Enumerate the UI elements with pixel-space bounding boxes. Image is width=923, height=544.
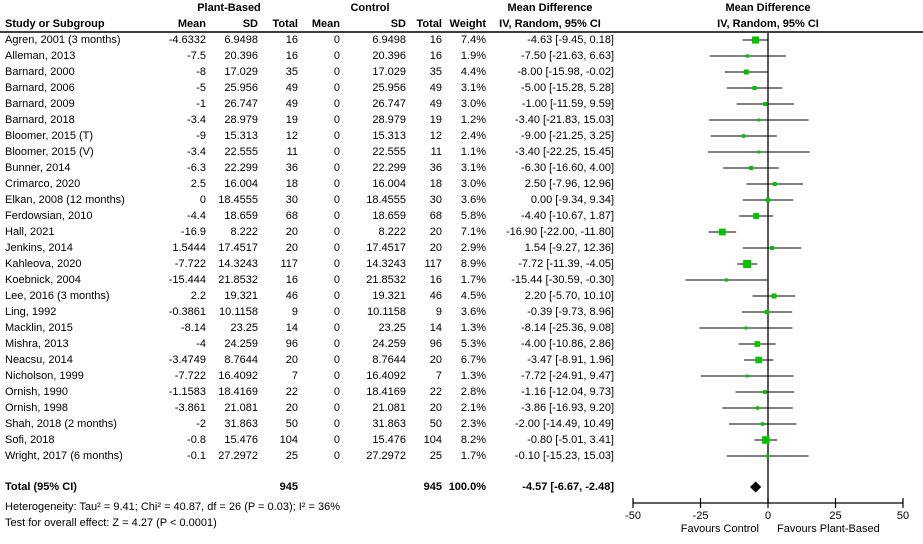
c-sd-cell: 18.659	[372, 210, 406, 222]
c-mean-cell: 0	[333, 242, 340, 254]
pb-mean-cell: -4.4	[187, 210, 206, 222]
axis-tick-label: 0	[764, 510, 772, 522]
pb-total-cell: 50	[285, 418, 298, 430]
md-ci-cell: 0.00 [-9.34, 9.34]	[530, 194, 614, 206]
pb-sd-cell: 17.4517	[218, 242, 258, 254]
weight-cell: 1.3%	[460, 370, 486, 382]
c-mean-cell: 0	[333, 226, 340, 238]
pb-sd-cell: 18.4169	[218, 386, 258, 398]
pb-mean-cell: -1	[196, 98, 206, 110]
effect-marker	[746, 54, 749, 57]
effect-marker	[742, 134, 746, 138]
pb-sd-cell: 17.029	[224, 66, 258, 78]
c-mean-cell: 0	[333, 34, 340, 46]
weight-cell: 3.6%	[460, 306, 486, 318]
pb-mean-cell: -2	[196, 418, 206, 430]
axis-tick-label: 50	[896, 510, 910, 522]
weight-cell: 7.1%	[460, 226, 486, 238]
study-name-cell: Ornish, 1998	[5, 402, 68, 414]
weight-cell: 2.1%	[460, 402, 486, 414]
pb-sd-cell: 22.555	[224, 146, 258, 158]
column-header-pb-sd: SD	[242, 18, 258, 30]
c-sd-cell: 16.004	[372, 178, 406, 190]
c-total-cell: 30	[429, 194, 442, 206]
effect-marker	[757, 151, 760, 154]
study-name-cell: Bloomer, 2015 (V)	[5, 146, 94, 158]
c-sd-cell: 6.9498	[372, 34, 406, 46]
pb-total-cell: 18	[285, 178, 298, 190]
md-ci-cell: -4.40 [-10.67, 1.87]	[521, 210, 614, 222]
effect-marker	[755, 357, 762, 364]
c-total-cell: 14	[429, 322, 442, 334]
favours-left-label: Favours Control	[680, 523, 759, 535]
study-name-cell: Lee, 2016 (3 months)	[5, 290, 110, 302]
pb-mean-cell: -3.4	[187, 146, 206, 158]
c-sd-cell: 22.299	[372, 162, 406, 174]
effect-marker	[753, 213, 759, 219]
c-mean-cell: 0	[333, 82, 340, 94]
md-ci-cell: -7.72 [-11.39, -4.05]	[518, 258, 614, 270]
c-mean-cell: 0	[333, 386, 340, 398]
effect-marker	[752, 86, 756, 90]
pb-mean-cell: 2.2	[190, 290, 206, 302]
c-mean-cell: 0	[333, 178, 340, 190]
pb-sd-cell: 20.396	[224, 50, 258, 62]
study-name-cell: Shah, 2018 (2 months)	[5, 418, 117, 430]
effect-marker	[766, 454, 769, 457]
pb-mean-cell: -4	[196, 338, 206, 350]
weight-cell: 2.4%	[460, 130, 486, 142]
weight-cell: 3.1%	[460, 82, 486, 94]
c-sd-cell: 27.2972	[366, 450, 406, 462]
c-sd-cell: 21.081	[372, 402, 406, 414]
pb-total-cell: 49	[285, 82, 298, 94]
md-ci-cell: -6.30 [-16.60, 4.00]	[521, 162, 614, 174]
c-mean-cell: 0	[333, 162, 340, 174]
weight-cell: 1.7%	[460, 274, 486, 286]
md-ci-cell: -0.10 [-15.23, 15.03]	[514, 450, 614, 462]
column-header-study: Study or Subgroup	[5, 18, 105, 30]
pb-total-cell: 16	[285, 274, 298, 286]
c-mean-cell: 0	[333, 306, 340, 318]
effect-marker	[765, 310, 769, 314]
c-total-cell: 22	[429, 386, 442, 398]
c-sd-cell: 20.396	[372, 50, 406, 62]
c-sd-cell: 19.321	[372, 290, 406, 302]
c-mean-cell: 0	[333, 130, 340, 142]
c-sd-cell: 28.979	[372, 114, 406, 126]
weight-cell: 2.9%	[460, 242, 486, 254]
c-mean-cell: 0	[333, 290, 340, 302]
c-total-cell: 117	[424, 258, 442, 270]
pb-total-cell: 117	[280, 258, 298, 270]
pb-sd-cell: 15.313	[224, 130, 258, 142]
c-total-cell: 49	[429, 82, 442, 94]
pb-sd-cell: 23.25	[230, 322, 258, 334]
pb-mean-cell: -3.861	[174, 402, 206, 414]
pb-total-cell: 25	[285, 450, 298, 462]
c-total-cell: 20	[429, 354, 442, 366]
c-mean-cell: 0	[333, 50, 340, 62]
c-sd-cell: 24.259	[372, 338, 406, 350]
study-name-cell: Sofi, 2018	[5, 434, 55, 446]
pb-total-cell: 12	[285, 130, 298, 142]
study-name-cell: Barnard, 2006	[5, 82, 75, 94]
pb-total-cell: 16	[285, 34, 298, 46]
c-mean-cell: 0	[333, 370, 340, 382]
c-total-cell: 36	[429, 162, 442, 174]
md-ci-cell: -3.86 [-16.93, 9.20]	[521, 402, 614, 414]
study-name-cell: Bloomer, 2015 (T)	[5, 130, 94, 142]
column-header-weight: Weight	[449, 18, 486, 30]
group-header-plant-based: Plant-Based	[197, 2, 261, 14]
c-sd-cell: 23.25	[378, 322, 406, 334]
c-mean-cell: 0	[333, 146, 340, 158]
pb-sd-cell: 18.4555	[218, 194, 258, 206]
c-total-cell: 12	[429, 130, 442, 142]
effect-marker	[752, 36, 759, 43]
md-ci-cell: 2.20 [-5.70, 10.10]	[524, 290, 614, 302]
md-ci-cell: -9.00 [-21.25, 3.25]	[521, 130, 614, 142]
c-mean-cell: 0	[333, 258, 340, 270]
pb-total-cell: 11	[286, 146, 298, 158]
total-weight: 100.0%	[448, 481, 486, 493]
md-ci-cell: 2.50 [-7.96, 12.96]	[524, 178, 614, 190]
study-name-cell: Crimarco, 2020	[5, 178, 81, 190]
study-name-cell: Koebnick, 2004	[5, 274, 81, 286]
effect-marker	[746, 375, 749, 378]
c-total-cell: 46	[429, 290, 442, 302]
c-total-cell: 16	[429, 50, 442, 62]
study-name-cell: Elkan, 2008 (12 months)	[5, 194, 125, 206]
md-ci-cell: -3.40 [-22.25, 15.45]	[514, 146, 614, 158]
c-total-cell: 16	[429, 34, 442, 46]
pb-mean-cell: 1.5444	[172, 242, 206, 254]
md-ci-cell: -15.44 [-30.59, -0.30]	[511, 274, 614, 286]
c-total-cell: 20	[429, 226, 442, 238]
c-mean-cell: 0	[333, 450, 340, 462]
weight-cell: 4.5%	[460, 290, 486, 302]
study-name-cell: Bunner, 2014	[5, 162, 71, 174]
md-ci-cell: -4.00 [-10.86, 2.86]	[521, 338, 614, 350]
pb-mean-cell: -4.6332	[168, 34, 206, 46]
md-ci-cell: -1.16 [-12.04, 9.73]	[521, 386, 614, 398]
pb-mean-cell: -0.3861	[168, 306, 206, 318]
study-name-cell: Agren, 2001 (3 months)	[5, 34, 121, 46]
pb-mean-cell: 0	[199, 194, 206, 206]
pb-total-cell: 20	[285, 402, 298, 414]
c-sd-cell: 14.3243	[366, 258, 406, 270]
pb-sd-cell: 8.222	[230, 226, 258, 238]
study-name-cell: Hall, 2021	[5, 226, 55, 238]
total-pb-total: 945	[279, 481, 298, 493]
pb-total-cell: 96	[285, 338, 298, 350]
pb-sd-cell: 28.979	[224, 114, 258, 126]
pb-mean-cell: -7.722	[174, 258, 206, 270]
md-ci-cell: 1.54 [-9.27, 12.36]	[524, 242, 614, 254]
study-name-cell: Ferdowsian, 2010	[5, 210, 93, 222]
c-total-cell: 96	[429, 338, 442, 350]
md-table-header-line2: IV, Random, 95% CI	[499, 18, 601, 30]
pb-sd-cell: 14.3243	[218, 258, 258, 270]
study-name-cell: Barnard, 2009	[5, 98, 75, 110]
study-name-cell: Nicholson, 1999	[5, 370, 84, 382]
weight-cell: 1.7%	[460, 450, 486, 462]
effect-marker	[745, 327, 748, 330]
c-sd-cell: 26.747	[372, 98, 406, 110]
effect-marker	[763, 102, 767, 106]
weight-cell: 3.6%	[460, 194, 486, 206]
pb-mean-cell: -0.1	[187, 450, 206, 462]
pb-total-cell: 9	[291, 306, 298, 318]
pb-mean-cell: -1.1583	[168, 386, 206, 398]
c-sd-cell: 17.4517	[366, 242, 406, 254]
c-total-cell: 18	[429, 178, 442, 190]
pb-mean-cell: -15.444	[168, 274, 206, 286]
md-table-header-line1: Mean Difference	[507, 2, 593, 14]
md-ci-cell: -1.00 [-11.59, 9.59]	[521, 98, 614, 110]
weight-cell: 1.2%	[460, 114, 486, 126]
weight-cell: 1.1%	[460, 146, 486, 158]
c-sd-cell: 21.8532	[366, 274, 406, 286]
effect-marker	[744, 70, 749, 75]
study-name-cell: Wright, 2017 (6 months)	[5, 450, 123, 462]
c-total-cell: 104	[423, 434, 442, 446]
md-plot-header-line1: Mean Difference	[725, 2, 811, 14]
effect-marker	[757, 119, 760, 122]
total-diamond	[750, 482, 761, 493]
study-name-cell: Ling, 1992	[5, 306, 57, 318]
effect-marker	[743, 260, 751, 268]
weight-cell: 1.3%	[460, 322, 486, 334]
column-header-pb-total: Total	[272, 18, 298, 30]
c-total-cell: 20	[429, 242, 442, 254]
c-mean-cell: 0	[333, 402, 340, 414]
pb-sd-cell: 22.299	[224, 162, 258, 174]
c-mean-cell: 0	[333, 434, 340, 446]
pb-sd-cell: 24.259	[224, 338, 258, 350]
weight-cell: 3.1%	[460, 162, 486, 174]
pb-mean-cell: -8	[196, 66, 206, 78]
pb-total-cell: 14	[285, 322, 298, 334]
pb-total-cell: 20	[285, 226, 298, 238]
pb-mean-cell: -5	[196, 82, 206, 94]
pb-total-cell: 68	[285, 210, 298, 222]
pb-total-cell: 7	[291, 370, 298, 382]
c-total-cell: 7	[435, 370, 442, 382]
pb-mean-cell: -16.9	[180, 226, 206, 238]
md-plot-header-line2: IV, Random, 95% CI	[717, 18, 819, 30]
c-total-cell: 16	[429, 274, 442, 286]
weight-cell: 1.9%	[460, 50, 486, 62]
pb-mean-cell: -0.8	[187, 434, 206, 446]
pb-sd-cell: 15.476	[224, 434, 258, 446]
c-mean-cell: 0	[333, 274, 340, 286]
pb-sd-cell: 25.956	[224, 82, 258, 94]
c-mean-cell: 0	[333, 418, 340, 430]
pb-sd-cell: 16.4092	[218, 370, 258, 382]
column-header-c-mean: Mean	[311, 18, 340, 30]
weight-cell: 5.8%	[460, 210, 486, 222]
effect-marker	[761, 422, 765, 426]
weight-cell: 4.4%	[460, 66, 486, 78]
c-sd-cell: 15.313	[372, 130, 406, 142]
c-mean-cell: 0	[333, 210, 340, 222]
c-mean-cell: 0	[333, 66, 340, 78]
total-c-total: 945	[423, 481, 442, 493]
md-ci-cell: -3.47 [-8.91, 1.96]	[527, 354, 614, 366]
c-sd-cell: 31.863	[372, 418, 406, 430]
weight-cell: 6.7%	[460, 354, 486, 366]
study-name-cell: Neacsu, 2014	[5, 354, 73, 366]
effect-marker	[771, 293, 776, 298]
weight-cell: 8.2%	[460, 434, 486, 446]
c-total-cell: 25	[429, 450, 442, 462]
weight-cell: 3.0%	[460, 98, 486, 110]
pb-total-cell: 16	[285, 50, 298, 62]
c-sd-cell: 15.476	[372, 434, 406, 446]
study-name-cell: Ornish, 1990	[5, 386, 68, 398]
c-sd-cell: 17.029	[372, 66, 406, 78]
pb-sd-cell: 10.1158	[219, 306, 258, 318]
effect-marker	[773, 182, 777, 186]
c-mean-cell: 0	[333, 338, 340, 350]
md-ci-cell: -8.14 [-25.36, 9.08]	[521, 322, 614, 334]
effect-marker	[766, 198, 770, 202]
axis-tick-label: -50	[625, 510, 641, 522]
c-sd-cell: 25.956	[372, 82, 406, 94]
study-name-cell: Macklin, 2015	[5, 322, 73, 334]
pb-total-cell: 20	[285, 242, 298, 254]
pb-total-cell: 46	[285, 290, 298, 302]
effect-marker	[762, 436, 770, 444]
c-total-cell: 19	[429, 114, 442, 126]
c-sd-cell: 22.555	[372, 146, 406, 158]
pb-total-cell: 36	[285, 162, 298, 174]
pb-sd-cell: 21.8532	[218, 274, 258, 286]
pb-mean-cell: -3.4	[187, 114, 206, 126]
md-ci-cell: -3.40 [-21.83, 15.03]	[514, 114, 614, 126]
c-total-cell: 50	[429, 418, 442, 430]
study-name-cell: Kahleova, 2020	[5, 258, 82, 270]
c-sd-cell: 16.4092	[366, 370, 406, 382]
pb-sd-cell: 8.7644	[224, 354, 258, 366]
pb-sd-cell: 6.9498	[224, 34, 258, 46]
weight-cell: 3.0%	[460, 178, 486, 190]
pb-sd-cell: 18.659	[224, 210, 258, 222]
effect-marker	[725, 278, 728, 281]
c-total-cell: 35	[429, 66, 442, 78]
pb-total-cell: 22	[285, 386, 298, 398]
overall-effect-note: Test for overall effect: Z = 4.27 (P < 0.0001)	[5, 517, 217, 529]
c-total-cell: 11	[430, 146, 442, 158]
c-total-cell: 20	[429, 402, 442, 414]
md-ci-cell: -16.90 [-22.00, -11.80]	[505, 226, 614, 238]
c-total-cell: 9	[435, 306, 442, 318]
pb-total-cell: 49	[285, 98, 298, 110]
pb-mean-cell: 2.5	[190, 178, 206, 190]
effect-marker	[749, 166, 753, 170]
weight-cell: 7.4%	[460, 34, 486, 46]
md-ci-cell: -7.72 [-24.91, 9.47]	[521, 370, 614, 382]
c-mean-cell: 0	[333, 322, 340, 334]
c-sd-cell: 8.222	[378, 226, 406, 238]
pb-mean-cell: -7.5	[187, 50, 206, 62]
axis-tick-label: 25	[829, 510, 842, 522]
weight-cell: 5.3%	[460, 338, 486, 350]
md-ci-cell: -0.80 [-5.01, 3.41]	[527, 434, 614, 446]
md-ci-cell: -7.50 [-21.63, 6.63]	[521, 50, 614, 62]
c-sd-cell: 8.7644	[372, 354, 406, 366]
pb-sd-cell: 31.863	[224, 418, 258, 430]
pb-sd-cell: 16.004	[224, 178, 258, 190]
c-mean-cell: 0	[333, 354, 340, 366]
pb-sd-cell: 21.081	[224, 402, 258, 414]
md-ci-cell: -4.63 [-9.45, 0.18]	[527, 34, 614, 46]
study-name-cell: Alleman, 2013	[5, 50, 76, 62]
pb-total-cell: 19	[285, 114, 298, 126]
effect-marker	[770, 246, 774, 250]
column-header-pb-mean: Mean	[177, 18, 206, 30]
c-total-cell: 49	[429, 98, 442, 110]
pb-total-cell: 35	[285, 66, 298, 78]
pb-mean-cell: -3.4749	[168, 354, 206, 366]
pb-total-cell: 20	[285, 354, 298, 366]
effect-marker	[719, 229, 726, 236]
md-ci-cell: -0.39 [-9.73, 8.96]	[527, 306, 614, 318]
effect-marker	[754, 341, 760, 347]
pb-sd-cell: 27.2972	[218, 450, 258, 462]
md-ci-cell: -8.00 [-15.98, -0.02]	[517, 66, 614, 78]
heterogeneity-note: Heterogeneity: Tau² = 9.41; Chi² = 40.87, df = 26 (P = 0.03); I² = 36%	[5, 501, 340, 513]
column-header-c-total: Total	[416, 18, 442, 30]
effect-marker	[763, 390, 767, 394]
pb-mean-cell: -6.3	[187, 162, 206, 174]
weight-cell: 2.8%	[460, 386, 486, 398]
pb-sd-cell: 26.747	[224, 98, 258, 110]
pb-total-cell: 30	[285, 194, 298, 206]
pb-total-cell: 104	[279, 434, 298, 446]
study-name-cell: Jenkins, 2014	[5, 242, 73, 254]
total-md-ci: -4.57 [-6.67, -2.48]	[522, 481, 614, 493]
effect-marker	[756, 406, 759, 409]
md-ci-cell: -2.00 [-14.49, 10.49]	[514, 418, 614, 430]
weight-cell: 8.9%	[460, 258, 486, 270]
pb-mean-cell: -8.14	[180, 322, 206, 334]
c-total-cell: 68	[429, 210, 442, 222]
c-mean-cell: 0	[333, 194, 340, 206]
column-header-c-sd: SD	[390, 18, 406, 30]
favours-right-label: Favours Plant-Based	[777, 523, 880, 535]
pb-mean-cell: -7.722	[174, 370, 206, 382]
study-name-cell: Barnard, 2018	[5, 114, 75, 126]
c-mean-cell: 0	[333, 114, 340, 126]
pb-sd-cell: 19.321	[224, 290, 258, 302]
axis-tick-label: -25	[692, 510, 709, 522]
weight-cell: 2.3%	[460, 418, 486, 430]
study-name-cell: Barnard, 2000	[5, 66, 75, 78]
pb-mean-cell: -9	[196, 130, 206, 142]
study-name-cell: Mishra, 2013	[5, 338, 69, 350]
c-sd-cell: 10.1158	[367, 306, 406, 318]
c-sd-cell: 18.4555	[366, 194, 406, 206]
total-label: Total (95% CI)	[5, 481, 77, 493]
md-ci-cell: -5.00 [-15.28, 5.28]	[521, 82, 614, 94]
group-header-control: Control	[350, 2, 390, 14]
c-mean-cell: 0	[333, 98, 340, 110]
c-sd-cell: 18.4169	[366, 386, 406, 398]
